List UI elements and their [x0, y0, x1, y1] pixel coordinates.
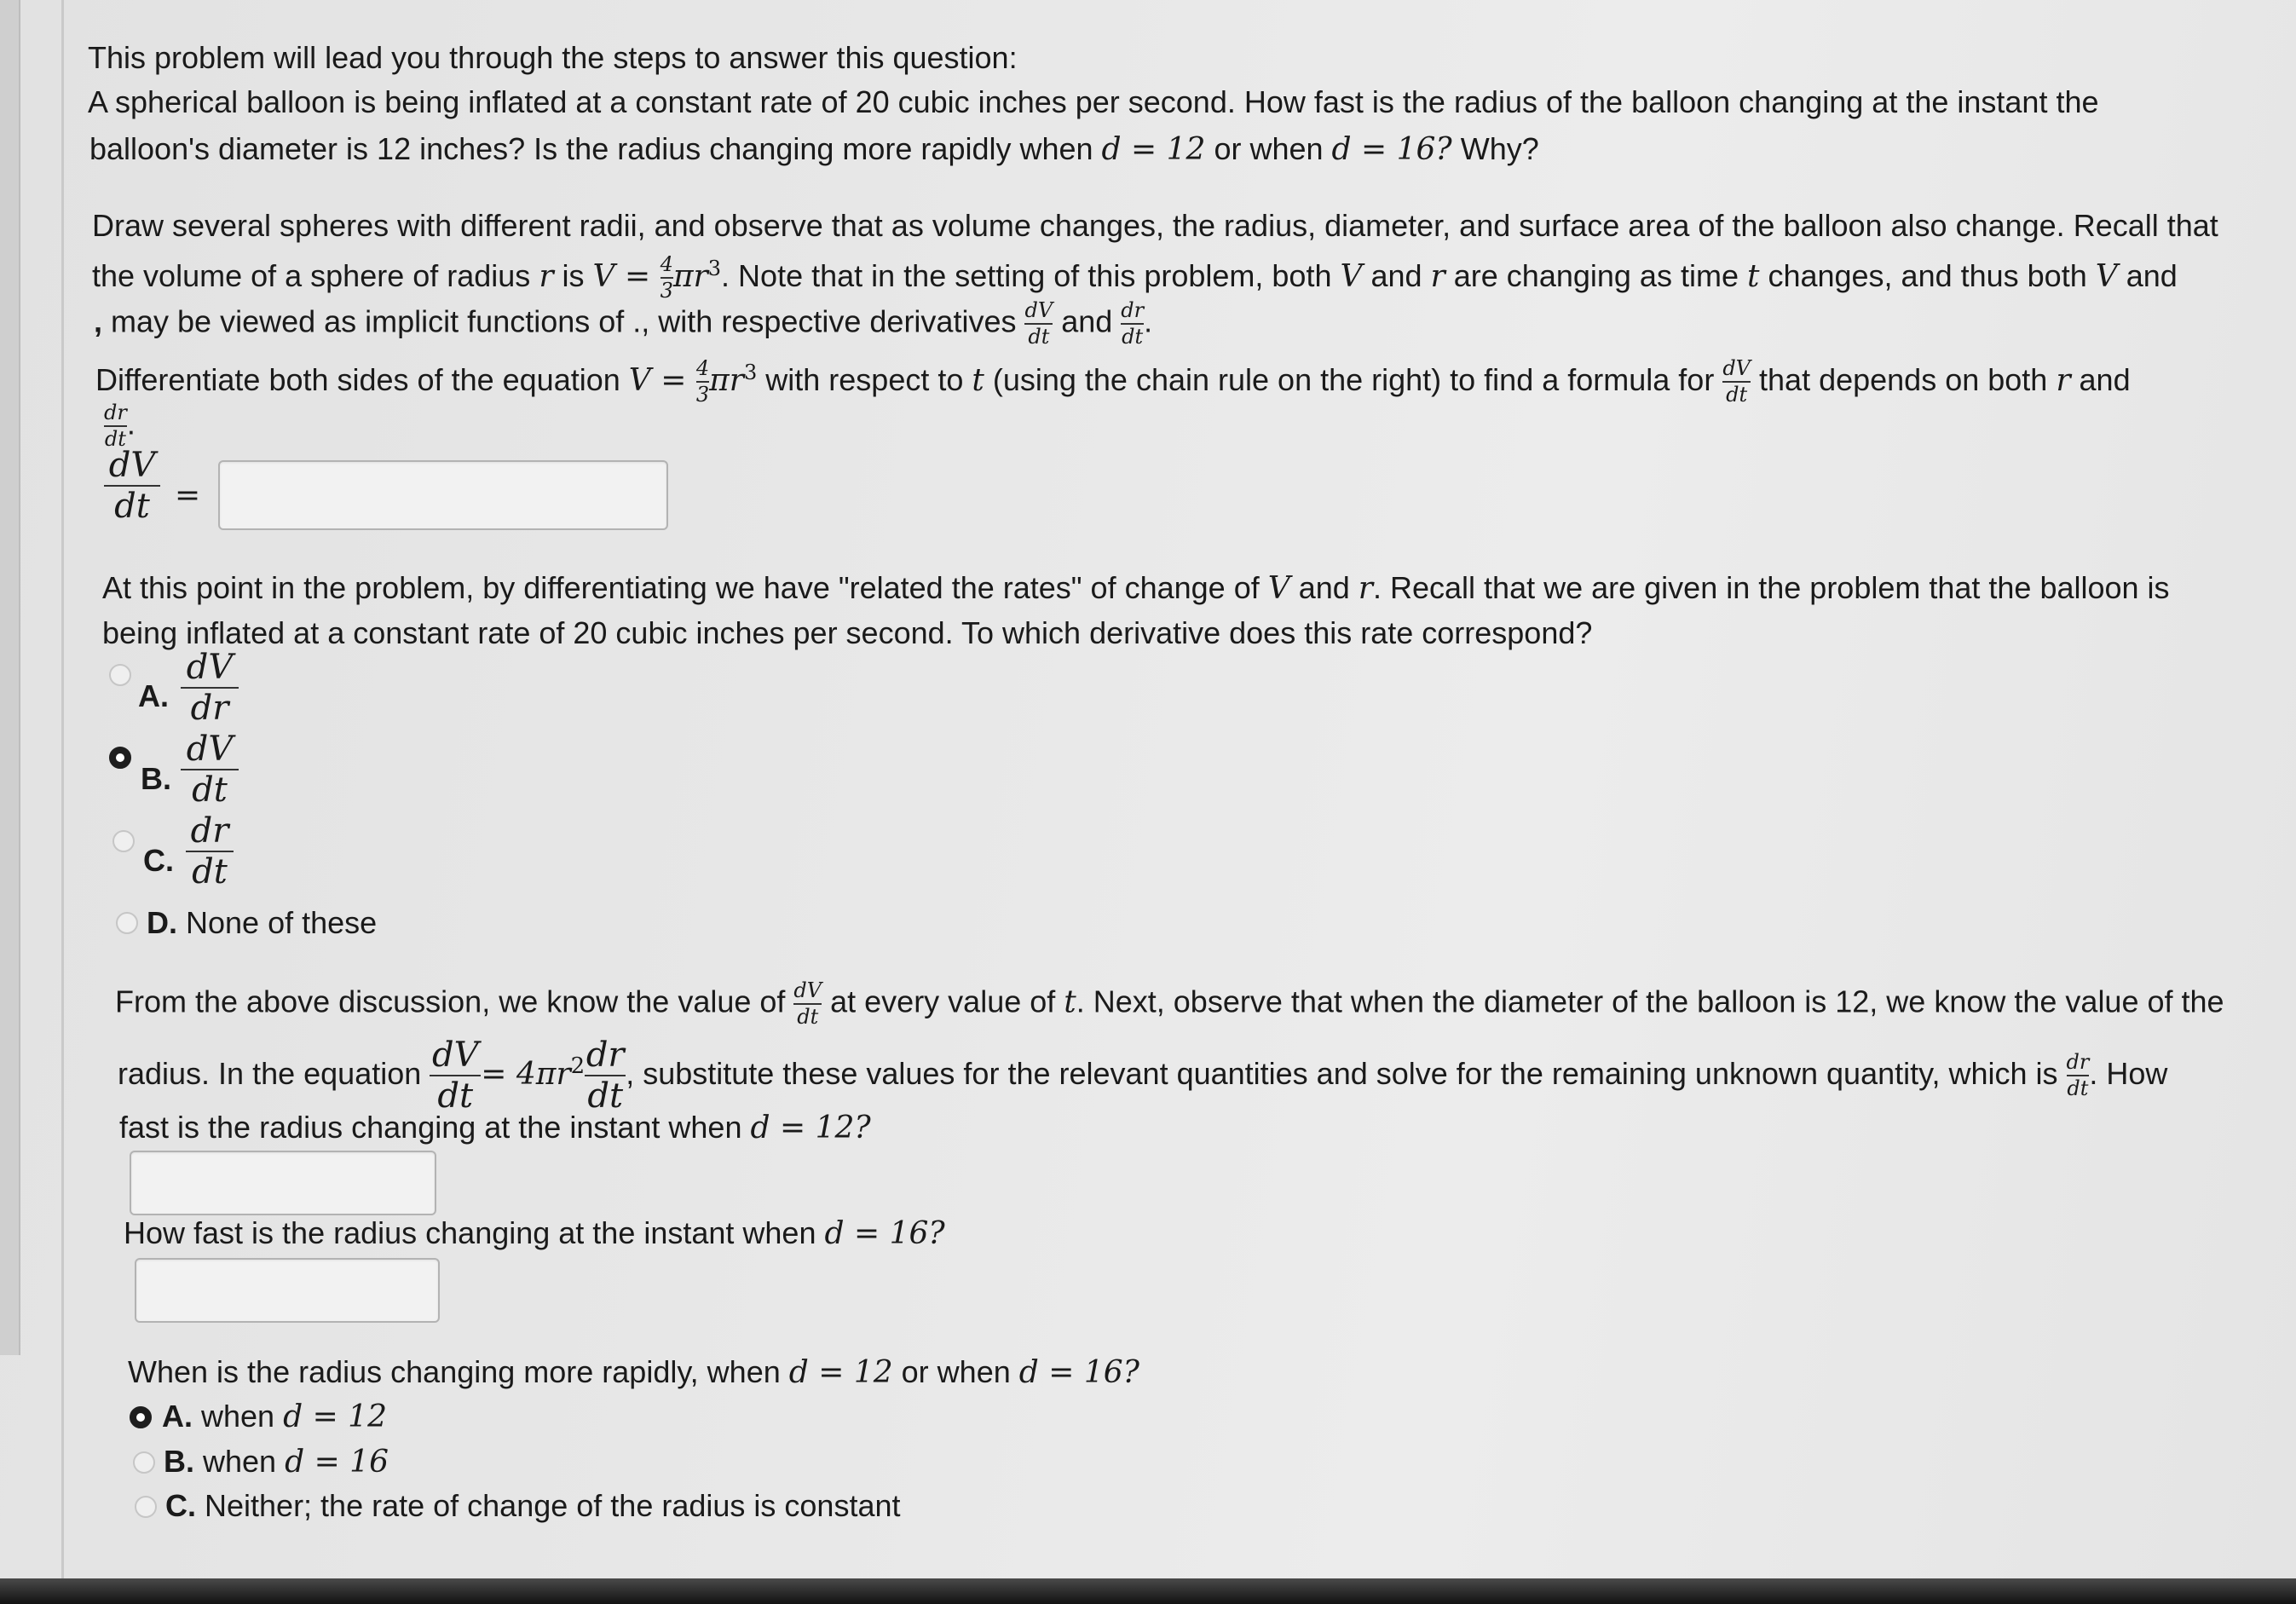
equals-sign: =: [175, 478, 201, 513]
option-when-d12[interactable]: A. when d = 12: [162, 1399, 387, 1434]
option-a-fraction[interactable]: $\frac{dV}{dr}$: [181, 649, 239, 726]
radio-option-a[interactable]: [109, 664, 131, 686]
screen-bottom-edge: [0, 1578, 2296, 1604]
option-b-letter: B.: [141, 761, 171, 796]
intro-line-2: A spherical balloon is being inflated at a constant rate of 20 cubic inches per second. How fast is the radius of the balloon changing at the instant the: [88, 84, 2099, 119]
step1-line-4: Differentiate both sides of the equation V = $\frac{4}{3}$ $\pi r^3$ with respect to t (using the chain rule on the right) to find a formula for $\frac{dV}{dt}$ that depends on both r and: [95, 356, 2131, 407]
step3-line-2: radius. In the equation $\frac{dV}{dt}$ = $4\pi r^2$ $\frac{dr}{dt}$ , substitute these values for the relevant quantities and solve for the remaining unknown quantity, which is $\frac{dr}{dt}$ . How: [118, 1036, 2168, 1116]
intro-line-3: balloon's diameter is 12 inches? Is the radius changing more rapidly when d = 12 or when d = 16? Why?: [89, 131, 1539, 167]
radio-when-d16[interactable]: [133, 1451, 155, 1474]
rate-at-d12-input[interactable]: [130, 1151, 436, 1215]
radio-option-c[interactable]: [112, 830, 135, 852]
rate-at-d16-input[interactable]: [135, 1258, 440, 1323]
option-c-letter: C.: [143, 843, 174, 878]
left-scroll-rail: [0, 0, 20, 1355]
option-a-letter: A.: [138, 678, 169, 713]
dvdt-label: $\frac{dV}{dt}$: [104, 447, 160, 524]
step2-line-2: being inflated at a constant rate of 20 cubic inches per second. To which derivative does this rate correspond?: [102, 615, 1593, 650]
radio-when-d12[interactable]: [130, 1406, 152, 1428]
radio-option-d[interactable]: [116, 912, 138, 934]
radio-neither[interactable]: [135, 1496, 157, 1518]
dvdt-answer-input[interactable]: [218, 460, 668, 530]
option-b-fraction[interactable]: $\frac{dV}{dt}$: [181, 731, 239, 808]
step1-line-2: the volume of a sphere of radius r is V = $\frac{4}{3}$ $\pi r^3$. Note that in the setting of this problem, both V and r are changing as time t changes, and thus both V and: [92, 252, 2178, 303]
step5-line: When is the radius changing more rapidly, when d = 12 or when d = 16?: [128, 1354, 1139, 1390]
radio-option-b[interactable]: [109, 747, 131, 769]
step1-line-3: , may be viewed as implicit functions of ., with respective derivatives $\frac{dV}{dt}$ and $\frac{dr}{dt}$ .: [94, 298, 1153, 349]
step1-line-1: Draw several spheres with different radii, and observe that as volume changes, the radius, diameter, and surface area of the balloon also change. Recall that: [92, 208, 2218, 243]
option-d-text[interactable]: D. None of these: [147, 905, 378, 940]
option-when-d16[interactable]: B. when d = 16: [164, 1444, 389, 1480]
intro-line-1: This problem will lead you through the steps to answer this question:: [88, 40, 1018, 75]
step2-line-1: At this point in the problem, by differentiating we have "related the rates" of change of V and r. Recall that we are given in the problem that the balloon is: [102, 570, 2170, 606]
option-neither[interactable]: C. Neither; the rate of change of the radius is constant: [165, 1488, 901, 1523]
step1-line-5: $\frac{dr}{dt}$ .: [104, 401, 136, 452]
step3-line-1: From the above discussion, we know the value of $\frac{dV}{dt}$ at every value of t. Next, observe that when the diameter of the balloon is 12, we know the value of the: [115, 978, 2224, 1030]
step3-line-3: fast is the radius changing at the instant when d = 12?: [119, 1110, 871, 1145]
step4-line: How fast is the radius changing at the instant when d = 16?: [124, 1215, 945, 1251]
option-c-fraction[interactable]: $\frac{dr}{dt}$: [186, 813, 234, 890]
